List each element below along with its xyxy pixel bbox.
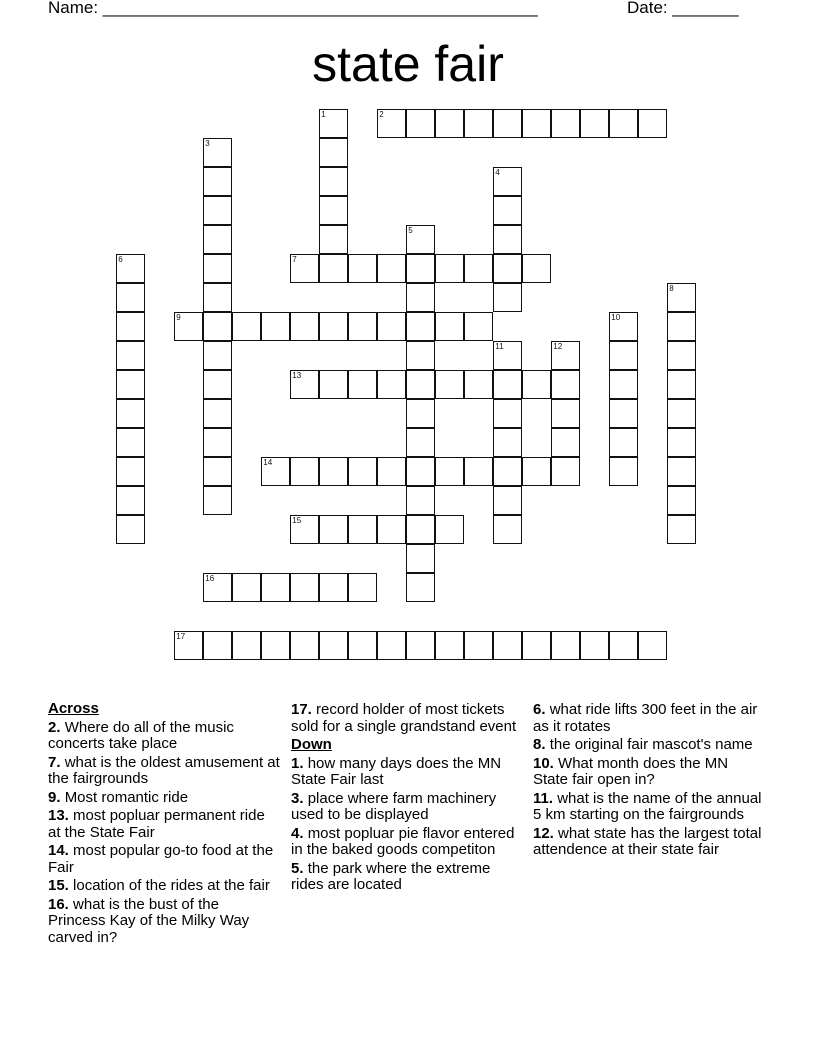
grid-cell[interactable]	[406, 225, 435, 254]
grid-cell[interactable]	[406, 544, 435, 573]
grid-cell[interactable]	[116, 341, 145, 370]
grid-cell[interactable]	[406, 515, 435, 544]
clues-column-3	[533, 700, 765, 861]
grid-cell[interactable]	[406, 254, 435, 283]
grid-cell[interactable]	[203, 370, 232, 399]
clue-across-7: 7. what is the oldest amusement at the fairgrounds	[48, 753, 280, 787]
grid-cell[interactable]	[609, 341, 638, 370]
grid-cell[interactable]	[609, 312, 638, 341]
grid-cell[interactable]	[493, 457, 522, 486]
grid-cell[interactable]	[667, 457, 696, 486]
grid-cell[interactable]	[116, 486, 145, 515]
clue-down-1: 1. how many days does the MN State Fair last	[291, 754, 502, 788]
grid-cell[interactable]	[667, 515, 696, 544]
clue-number: 3	[205, 139, 210, 149]
clue-down-12: 12. what state has the largest total attendence at their state fair	[533, 824, 762, 858]
grid-cell[interactable]	[522, 370, 551, 399]
clue-number: 1	[321, 110, 326, 120]
clue-down-8: 8. the original fair mascot's name	[533, 736, 753, 753]
clues-column-1	[48, 700, 280, 948]
grid-cell[interactable]	[493, 428, 522, 457]
grid-cell[interactable]	[203, 225, 232, 254]
grid-cell[interactable]	[609, 370, 638, 399]
grid-cell[interactable]	[232, 631, 261, 660]
grid-cell[interactable]	[377, 254, 406, 283]
grid-cell[interactable]	[493, 370, 522, 399]
clue-down-10: 10. What month does the MN State fair open in?	[533, 754, 729, 788]
grid-cell[interactable]	[203, 283, 232, 312]
grid-cell[interactable]	[348, 370, 377, 399]
grid-cell[interactable]	[174, 312, 203, 341]
clue-number: 14	[263, 458, 273, 468]
grid-cell[interactable]	[261, 631, 290, 660]
grid-cell[interactable]	[406, 573, 435, 602]
grid-cell[interactable]	[348, 631, 377, 660]
grid-cell[interactable]	[435, 312, 464, 341]
grid-cell[interactable]	[348, 312, 377, 341]
grid-cell[interactable]	[493, 341, 522, 370]
grid-cell[interactable]	[551, 341, 580, 370]
grid-cell[interactable]	[203, 428, 232, 457]
grid-cell[interactable]	[493, 254, 522, 283]
grid-cell[interactable]	[667, 283, 696, 312]
grid-cell[interactable]	[464, 109, 493, 138]
grid-cell[interactable]	[435, 631, 464, 660]
grid-cell[interactable]	[203, 254, 232, 283]
clue-number: 17	[176, 632, 186, 642]
clue-number: 5	[408, 226, 413, 236]
grid-cell[interactable]	[319, 312, 348, 341]
grid-cell[interactable]	[493, 631, 522, 660]
grid-cell[interactable]	[319, 196, 348, 225]
grid-cell[interactable]	[435, 109, 464, 138]
clue-across-15: 15. location of the rides at the fair	[48, 877, 270, 894]
grid-cell[interactable]	[609, 457, 638, 486]
clue-across-17: 17. record holder of most tickets sold for a single grandstand event	[291, 701, 517, 735]
grid-cell[interactable]	[116, 283, 145, 312]
grid-cell[interactable]	[290, 254, 319, 283]
clue-across-2: 2. Where do all of the music concerts take place	[48, 718, 234, 752]
grid-cell[interactable]	[551, 370, 580, 399]
grid-cell[interactable]	[348, 573, 377, 602]
date-field[interactable]: Date: _______	[627, 0, 739, 17]
grid-cell[interactable]	[174, 631, 203, 660]
grid-cell[interactable]	[406, 457, 435, 486]
clue-across-14: 14. most popular go-to food at the Fair	[48, 842, 274, 876]
clue-number: 13	[292, 371, 302, 381]
grid-cell[interactable]	[377, 631, 406, 660]
grid-cell[interactable]	[638, 109, 667, 138]
grid-cell[interactable]	[493, 167, 522, 196]
grid-cell[interactable]	[377, 457, 406, 486]
grid-cell[interactable]	[522, 109, 551, 138]
grid-cell[interactable]	[203, 312, 232, 341]
grid-cell[interactable]	[319, 138, 348, 167]
grid-cell[interactable]	[232, 312, 261, 341]
grid-cell[interactable]	[348, 254, 377, 283]
grid-cell[interactable]	[551, 428, 580, 457]
grid-cell[interactable]	[203, 631, 232, 660]
grid-cell[interactable]	[232, 573, 261, 602]
grid-cell[interactable]	[464, 631, 493, 660]
grid-cell[interactable]	[319, 631, 348, 660]
clue-number: 6	[118, 255, 123, 265]
clue-number: 15	[292, 516, 302, 526]
name-field[interactable]: Name: ______________________________________________	[48, 0, 538, 17]
clue-down-11: 11. what is the name of the annual 5 km starting on the fairgrounds	[533, 789, 762, 823]
grid-cell[interactable]	[464, 370, 493, 399]
grid-cell[interactable]	[116, 428, 145, 457]
clue-number: 10	[611, 313, 621, 323]
grid-cell[interactable]	[580, 109, 609, 138]
grid-cell[interactable]	[319, 109, 348, 138]
grid-cell[interactable]	[116, 515, 145, 544]
clue-down-6: 6. what ride lifts 300 feet in the air as it rotates	[533, 701, 758, 735]
clue-number: 2	[379, 110, 384, 120]
grid-cell[interactable]	[377, 515, 406, 544]
grid-cell[interactable]	[406, 631, 435, 660]
grid-cell[interactable]	[319, 370, 348, 399]
grid-cell[interactable]	[116, 457, 145, 486]
grid-cell[interactable]	[261, 573, 290, 602]
clue-number: 9	[176, 313, 181, 323]
grid-cell[interactable]	[290, 457, 319, 486]
puzzle-title: state fair	[312, 36, 504, 92]
grid-cell[interactable]	[667, 370, 696, 399]
grid-cell[interactable]	[609, 631, 638, 660]
grid-cell[interactable]	[203, 167, 232, 196]
grid-cell[interactable]	[406, 486, 435, 515]
grid-cell[interactable]	[203, 573, 232, 602]
grid-cell[interactable]	[551, 457, 580, 486]
grid-cell[interactable]	[406, 312, 435, 341]
clues-column-2	[291, 700, 523, 896]
grid-cell[interactable]	[290, 573, 319, 602]
grid-cell[interactable]	[290, 515, 319, 544]
across-heading: Across	[48, 700, 99, 717]
grid-cell[interactable]	[667, 341, 696, 370]
grid-cell[interactable]	[203, 341, 232, 370]
grid-cell[interactable]	[667, 312, 696, 341]
grid-cell[interactable]	[203, 399, 232, 428]
down-heading: Down	[291, 736, 332, 753]
grid-cell[interactable]	[609, 399, 638, 428]
grid-cell[interactable]	[377, 370, 406, 399]
grid-cell[interactable]	[406, 428, 435, 457]
grid-cell[interactable]	[551, 631, 580, 660]
grid-cell[interactable]	[377, 312, 406, 341]
clue-across-9: 9. Most romantic ride	[48, 788, 189, 806]
grid-cell[interactable]	[551, 109, 580, 138]
grid-cell[interactable]	[464, 457, 493, 486]
grid-cell[interactable]	[493, 283, 522, 312]
grid-cell[interactable]	[377, 109, 406, 138]
grid-cell[interactable]	[522, 631, 551, 660]
grid-cell[interactable]	[667, 428, 696, 457]
grid-cell[interactable]	[203, 486, 232, 515]
grid-cell[interactable]	[493, 109, 522, 138]
grid-cell[interactable]	[348, 457, 377, 486]
grid-cell[interactable]	[348, 515, 377, 544]
clue-number: 8	[669, 284, 674, 294]
grid-cell[interactable]	[319, 167, 348, 196]
grid-cell[interactable]	[493, 225, 522, 254]
grid-cell[interactable]	[290, 312, 319, 341]
grid-cell[interactable]	[493, 486, 522, 515]
grid-cell[interactable]	[116, 399, 145, 428]
grid-cell[interactable]	[261, 312, 290, 341]
grid-cell[interactable]	[116, 254, 145, 283]
grid-cell[interactable]	[319, 225, 348, 254]
grid-cell[interactable]	[319, 254, 348, 283]
grid-cell[interactable]	[290, 370, 319, 399]
grid-cell[interactable]	[493, 515, 522, 544]
grid-cell[interactable]	[609, 109, 638, 138]
clue-down-4: 4. most popluar pie flavor entered in the baked goods competiton	[291, 824, 515, 858]
grid-cell[interactable]	[203, 138, 232, 167]
grid-cell[interactable]	[406, 399, 435, 428]
clue-number: 16	[205, 574, 215, 584]
grid-cell[interactable]	[493, 399, 522, 428]
clue-across-13: 13. most popluar permanent ride at the State Fair	[48, 807, 265, 841]
grid-cell[interactable]	[667, 486, 696, 515]
grid-cell[interactable]	[116, 370, 145, 399]
grid-cell[interactable]	[522, 254, 551, 283]
clue-number: 4	[495, 168, 500, 178]
grid-cell[interactable]	[406, 109, 435, 138]
clue-across-16: 16. what is the bust of the Princess Kay of the Milky Way carved in?	[48, 895, 250, 946]
grid-cell[interactable]	[261, 457, 290, 486]
grid-cell[interactable]	[667, 399, 696, 428]
grid-cell[interactable]	[406, 283, 435, 312]
grid-cell[interactable]	[435, 370, 464, 399]
grid-cell[interactable]	[406, 341, 435, 370]
grid-cell[interactable]	[638, 631, 667, 660]
clue-number: 7	[292, 255, 297, 265]
grid-cell[interactable]	[290, 631, 319, 660]
grid-cell[interactable]	[435, 515, 464, 544]
grid-cell[interactable]	[203, 196, 232, 225]
clue-down-3: 3. place where farm machinery used to be displayed	[291, 789, 497, 823]
grid-cell[interactable]	[203, 457, 232, 486]
grid-cell[interactable]	[464, 254, 493, 283]
clue-number: 12	[553, 342, 563, 352]
grid-cell[interactable]	[435, 457, 464, 486]
clue-number: 11	[495, 342, 504, 352]
grid-cell[interactable]	[551, 399, 580, 428]
grid-cell[interactable]	[116, 312, 145, 341]
grid-cell[interactable]	[493, 196, 522, 225]
grid-cell[interactable]	[609, 428, 638, 457]
grid-cell[interactable]	[580, 631, 609, 660]
grid-cell[interactable]	[522, 457, 551, 486]
clue-down-5: 5. the park where the extreme rides are located	[291, 859, 491, 893]
grid-cell[interactable]	[435, 254, 464, 283]
grid-cell[interactable]	[319, 573, 348, 602]
grid-cell[interactable]	[319, 515, 348, 544]
grid-cell[interactable]	[319, 457, 348, 486]
grid-cell[interactable]	[406, 370, 435, 399]
grid-cell[interactable]	[464, 312, 493, 341]
